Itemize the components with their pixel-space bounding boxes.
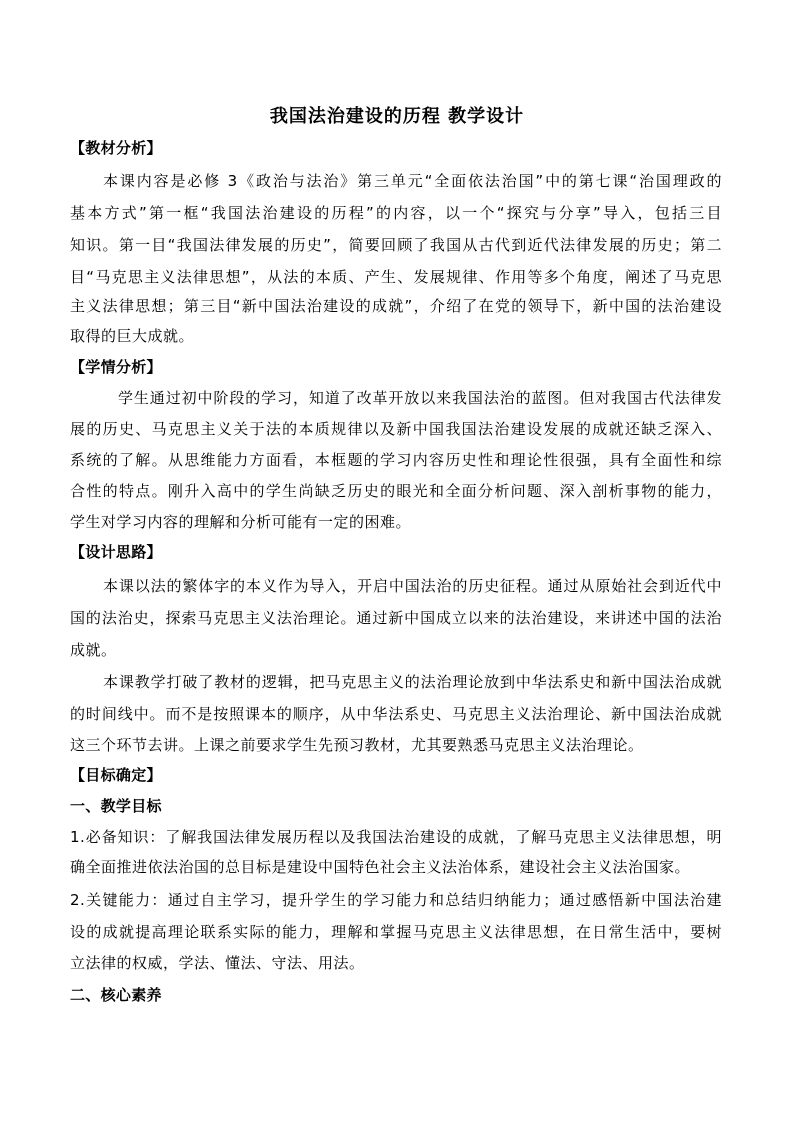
text-line: 合性的特点。刚升入高中的学生尚缺乏历史的眼光和全面分析问题、深入剖析事物的能力，	[70, 482, 722, 500]
text-line: 学生通过初中阶段的学习，知道了改革开放以来我国法治的蓝图。但对我国古代法律发	[118, 389, 722, 407]
text-line: 学生对学习内容的理解和分析可能有一定的困难。	[70, 513, 412, 531]
text-line: 这三个环节去讲。上课之前要求学生先预习教材，尤其要熟悉马克思主义法治理论。	[70, 736, 644, 754]
text-line: 基本方式”第一框“我国法治建设的历程”的内容，以一个“探究与分享”导入，包括三目	[70, 204, 722, 222]
text-line: 确全面推进依法治国的总目标是建设中国特色社会主义法治体系，建设社会主义法治国家。	[70, 858, 691, 876]
text-line: 主义法律思想；第三目“新中国法治建设的成就”，介绍了在党的领导下，新中国的法治建设	[70, 297, 722, 315]
text-line: 目“马克思主义法律思想”，从法的本质、产生、发展规律、作用等多个角度，阐述了马克思	[70, 268, 722, 286]
section-heading-learner-analysis: 【学情分析】	[70, 358, 162, 376]
text-line: 立法律的权威，学法、懂法、守法、用法。	[70, 954, 365, 972]
text-line: 本课以法的繁体字的本义作为导入，开启中国法治的历史征程。通过从原始社会到近代中	[103, 577, 722, 595]
section-heading-objectives: 【目标确定】	[70, 766, 162, 784]
text-line: 知识。第一目“我国法律发展的历史”，简要回顾了我国从古代到近代法律发展的历史；第二	[70, 236, 722, 254]
text-line: 2.关键能力：通过自主学习，提升学生的学习能力和总结归纳能力；通过感悟新中国法治建	[70, 891, 722, 909]
text-line: 展的历史、马克思主义关于法的本质规律以及新中国我国法治建设发展的成就还缺乏深入、	[70, 420, 722, 438]
section-heading-design-idea: 【设计思路】	[70, 543, 162, 561]
text-line: 的时间线中。而不是按照课本的顺序，从中华法系史、马克思主义法治理论、新中国法治成就	[70, 705, 722, 723]
text-line: 设的成就提高理论联系实际的能力，理解和掌握马克思主义法律思想，在日常生活中，要树	[70, 923, 722, 941]
section-heading-textbook-analysis: 【教材分析】	[70, 139, 162, 157]
subheading-core-literacy: 二、核心素养	[70, 986, 162, 1004]
text-line: 本课教学打破了教材的逻辑，把马克思主义的法治理论放到中华法系史和新中国法治成就	[103, 673, 722, 691]
text-line: 成就。	[70, 641, 117, 659]
text-line: 取得的巨大成就。	[70, 327, 195, 345]
text-line: 国的法治史，探索马克思主义法治理论。通过新中国成立以来的法治建设，来讲述中国的法治	[70, 609, 722, 627]
subheading-teaching-goals: 一、教学目标	[70, 797, 162, 815]
text-line: 本课内容是必修 3《政治与法治》第三单元“全面依法治国”中的第七课“治国理政的	[103, 172, 722, 190]
text-line: 1.必备知识：了解我国法律发展历程以及我国法治建设的成就，了解马克思主义法律思想，明	[70, 828, 722, 846]
page-title: 我国法治建设的历程 教学设计	[269, 106, 525, 127]
text-line: 系统的了解。从思维能力方面看，本框题的学习内容历史性和理论性很强，具有全面性和综	[70, 451, 722, 469]
